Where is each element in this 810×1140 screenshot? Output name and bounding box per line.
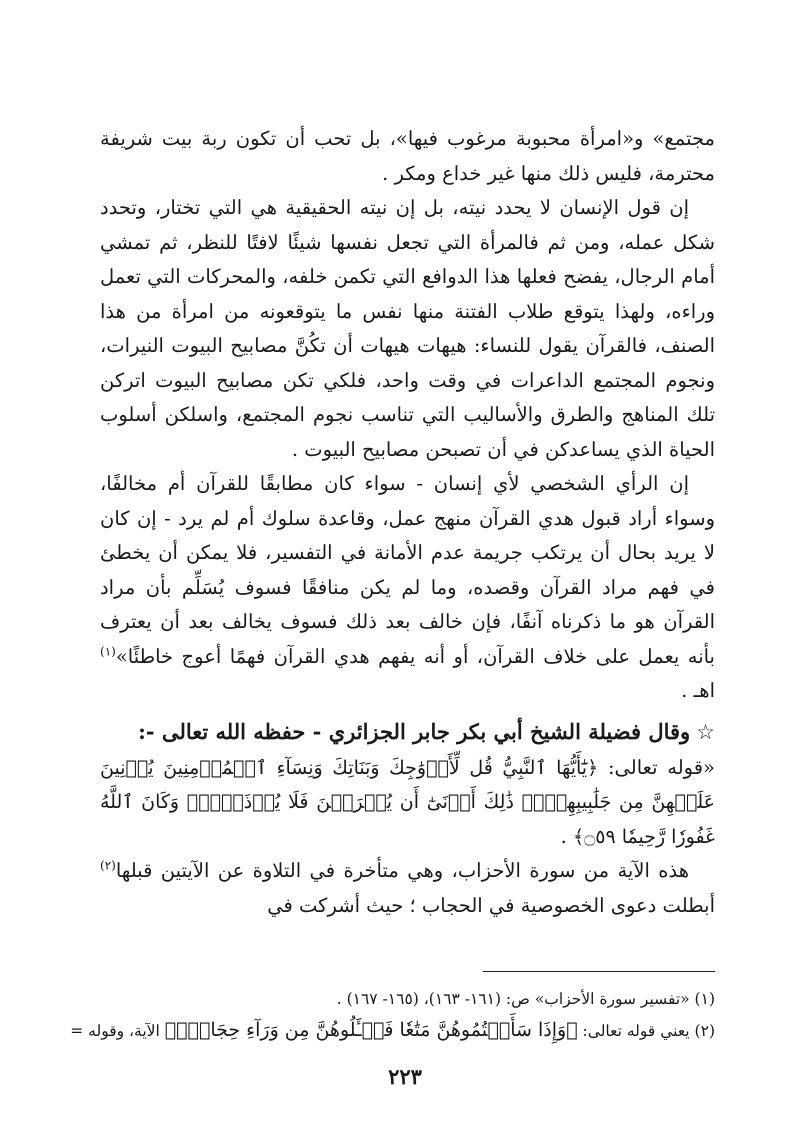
footnotes (70, 984, 715, 1047)
quran-verse: ﴿يَٰٓأَيُّهَا ٱلنَّبِيُّ قُل لِّأَزۡوَٰجِكَ وَبَنَاتِكَ وَنِسَآءِ ٱلۡمُؤۡمِنِينَ يُدۡنِينَ عَلَيۡهِنَّ مِن جَلَٰبِيبِهِنَّۚ ذَٰلِكَ أَدۡنَىٰٓ أَن يُعۡرَفۡنَ فَلَا يُؤۡذَيۡنَۗ وَكَانَ ٱللَّهُ غَفُورٗا رَّحِيمٗا ۝٥٩﴾ (100, 756, 715, 848)
quran-quote (100, 751, 715, 855)
footnote-divider (483, 971, 715, 972)
footnote-2-start: (٢) يعني قوله تعالى: (577, 1022, 715, 1040)
paragraph-1: مجتمع» و«امرأة محبوبة مرغوب فيها»، بل تحب أن تكون ربة بيت شريفة محترمة، فليس ذلك منها غير خداع ومكر . (100, 127, 715, 185)
paragraph-2: إن قول الإنسان لا يحدد نيته، بل إن نيته الحقيقية هي التي تختار، وتحدد شكل عمله، ومن ثم فالمرأة التي تجعل نفسها شيئًا لافتًا للنظر، ثم تمشي أمام الرجال، يفضح فعلها هذا الدوافع التي تكمن خلفه، والمحركات التي تعمل وراءه، ولهذا يتوقع طلاب الفتنة منها نفس ما يتوقعونه من امرأة من هذا الصنف، فالقرآن يقول للنساء: هيهات هيهات أن تكُنَّ مصابيح البيوت النيرات، ونجوم المجتمع الداعرات في وقت واحد، فلكي تكن مصابيح البيوت اتركن تلك المناهج والطرق والأساليب التي تناسب نجوم المجتمع، واسلكن أسلوب الحياة الذي يساعدكن في أن تصبحن مصابيح البيوت . (100, 196, 715, 461)
quote-end: . (560, 824, 573, 848)
quote-intro: «قوله تعالى: (598, 755, 715, 779)
footnote-1: (١) «تفسير سورة الأحزاب» ص: (١٦١- ١٦٣)، (١٦٥- ١٦٧) . (336, 990, 715, 1008)
section-heading-text: وقال فضيلة الشيخ أبي بكر جابر الجزائري - حفظه الله تعالى -: (138, 718, 691, 744)
page-body (100, 122, 715, 923)
footnote-ref-1: (١) (100, 644, 116, 658)
paragraph-3-end: اهـ . (681, 679, 715, 702)
paragraph-3 (100, 467, 715, 709)
page-number: ٢٢٣ (388, 1064, 422, 1089)
star-icon: ☆ (696, 719, 715, 744)
section-heading (100, 713, 715, 751)
footnote-ref-2: (٢) (100, 858, 116, 873)
footnote-2-end: الآية، وقوله = (70, 1022, 165, 1040)
paragraph-4 (100, 854, 715, 923)
paragraph-3-text: إن الرأي الشخصي لأي إنسان - سواء كان مطابقًا للقرآن أم مخالفًا، وسواء أراد قبول هدي القرآن منهج عمل، وقاعدة سلوك أم لم يرد - إن كان لا يريد بحال أن يرتكب جريمة عدم الأمانة في التفسير، فلا يمكن أن يخطئ في فهم مراد القرآن وقصده، وما لم يكن منافقًا فسوف يُسَلِّم بأن مراد القرآن هو ما ذكرناه آنفًا، فإن خالف بعد ذلك فسوف يخالف بعد أن يعترف بأنه يعمل على خلاف القرآن، أو أنه يفهم هدي القرآن فهمًا أعوج خاطئًا» (100, 472, 715, 668)
footnote-2 (70, 1015, 715, 1047)
paragraph-4-text: هذه الآية من سورة الأحزاب، وهي متأخرة في التلاوة عن الآيتين قبلها (115, 859, 689, 882)
footnote-2-verse: ﴿وَإِذَا سَأَلۡتُمُوهُنَّ مَتَٰعٗا فَسۡـَٔلُوهُنَّ مِن وَرَآءِ حِجَابٖۚ﴾ (164, 1019, 578, 1041)
paragraph-4-rest: أبطلت دعوى الخصوصية في الحجاب ؛ حيث أشركت في (267, 893, 715, 917)
